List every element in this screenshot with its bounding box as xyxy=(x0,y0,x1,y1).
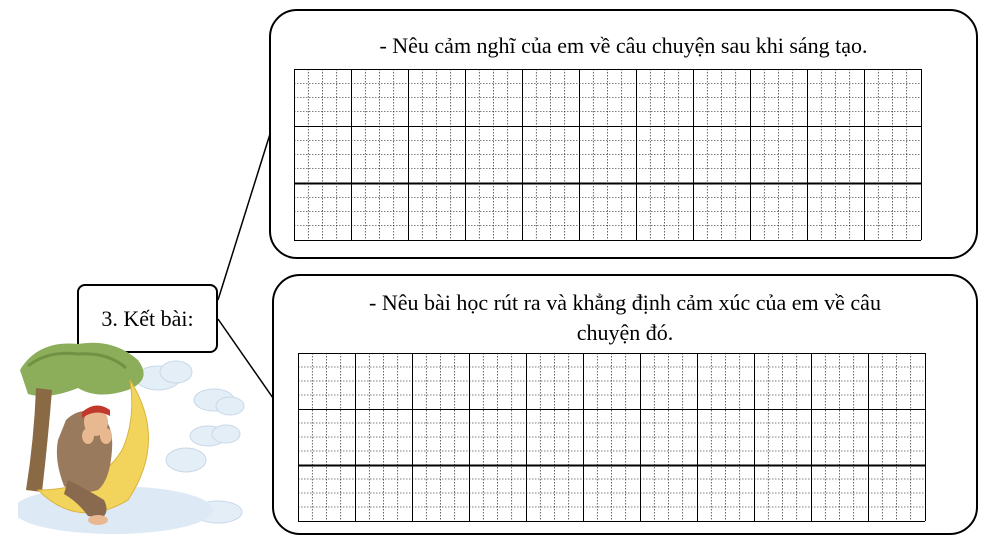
writing-grid-2[interactable] xyxy=(298,353,929,523)
prompt-1-line-1: - Nêu cảm nghĩ của em về câu chuyện sau khi sáng tạo. xyxy=(379,33,868,58)
conclusion-point-box-1 xyxy=(269,9,978,259)
conclusion-point-box-2 xyxy=(272,274,978,535)
man-sitting-on-moon-icon xyxy=(18,340,250,535)
prompt-text-1 xyxy=(271,31,976,61)
prompt-2-line-2: chuyện đó. xyxy=(576,320,674,345)
prompt-2-line-1: - Nêu bài học rút ra và khẳng định cảm xúc của em về câu xyxy=(369,290,881,315)
prompt-text-2 xyxy=(274,288,976,348)
section-label: 3. Kết bài: xyxy=(101,306,194,331)
writing-grid-1[interactable] xyxy=(294,69,925,241)
